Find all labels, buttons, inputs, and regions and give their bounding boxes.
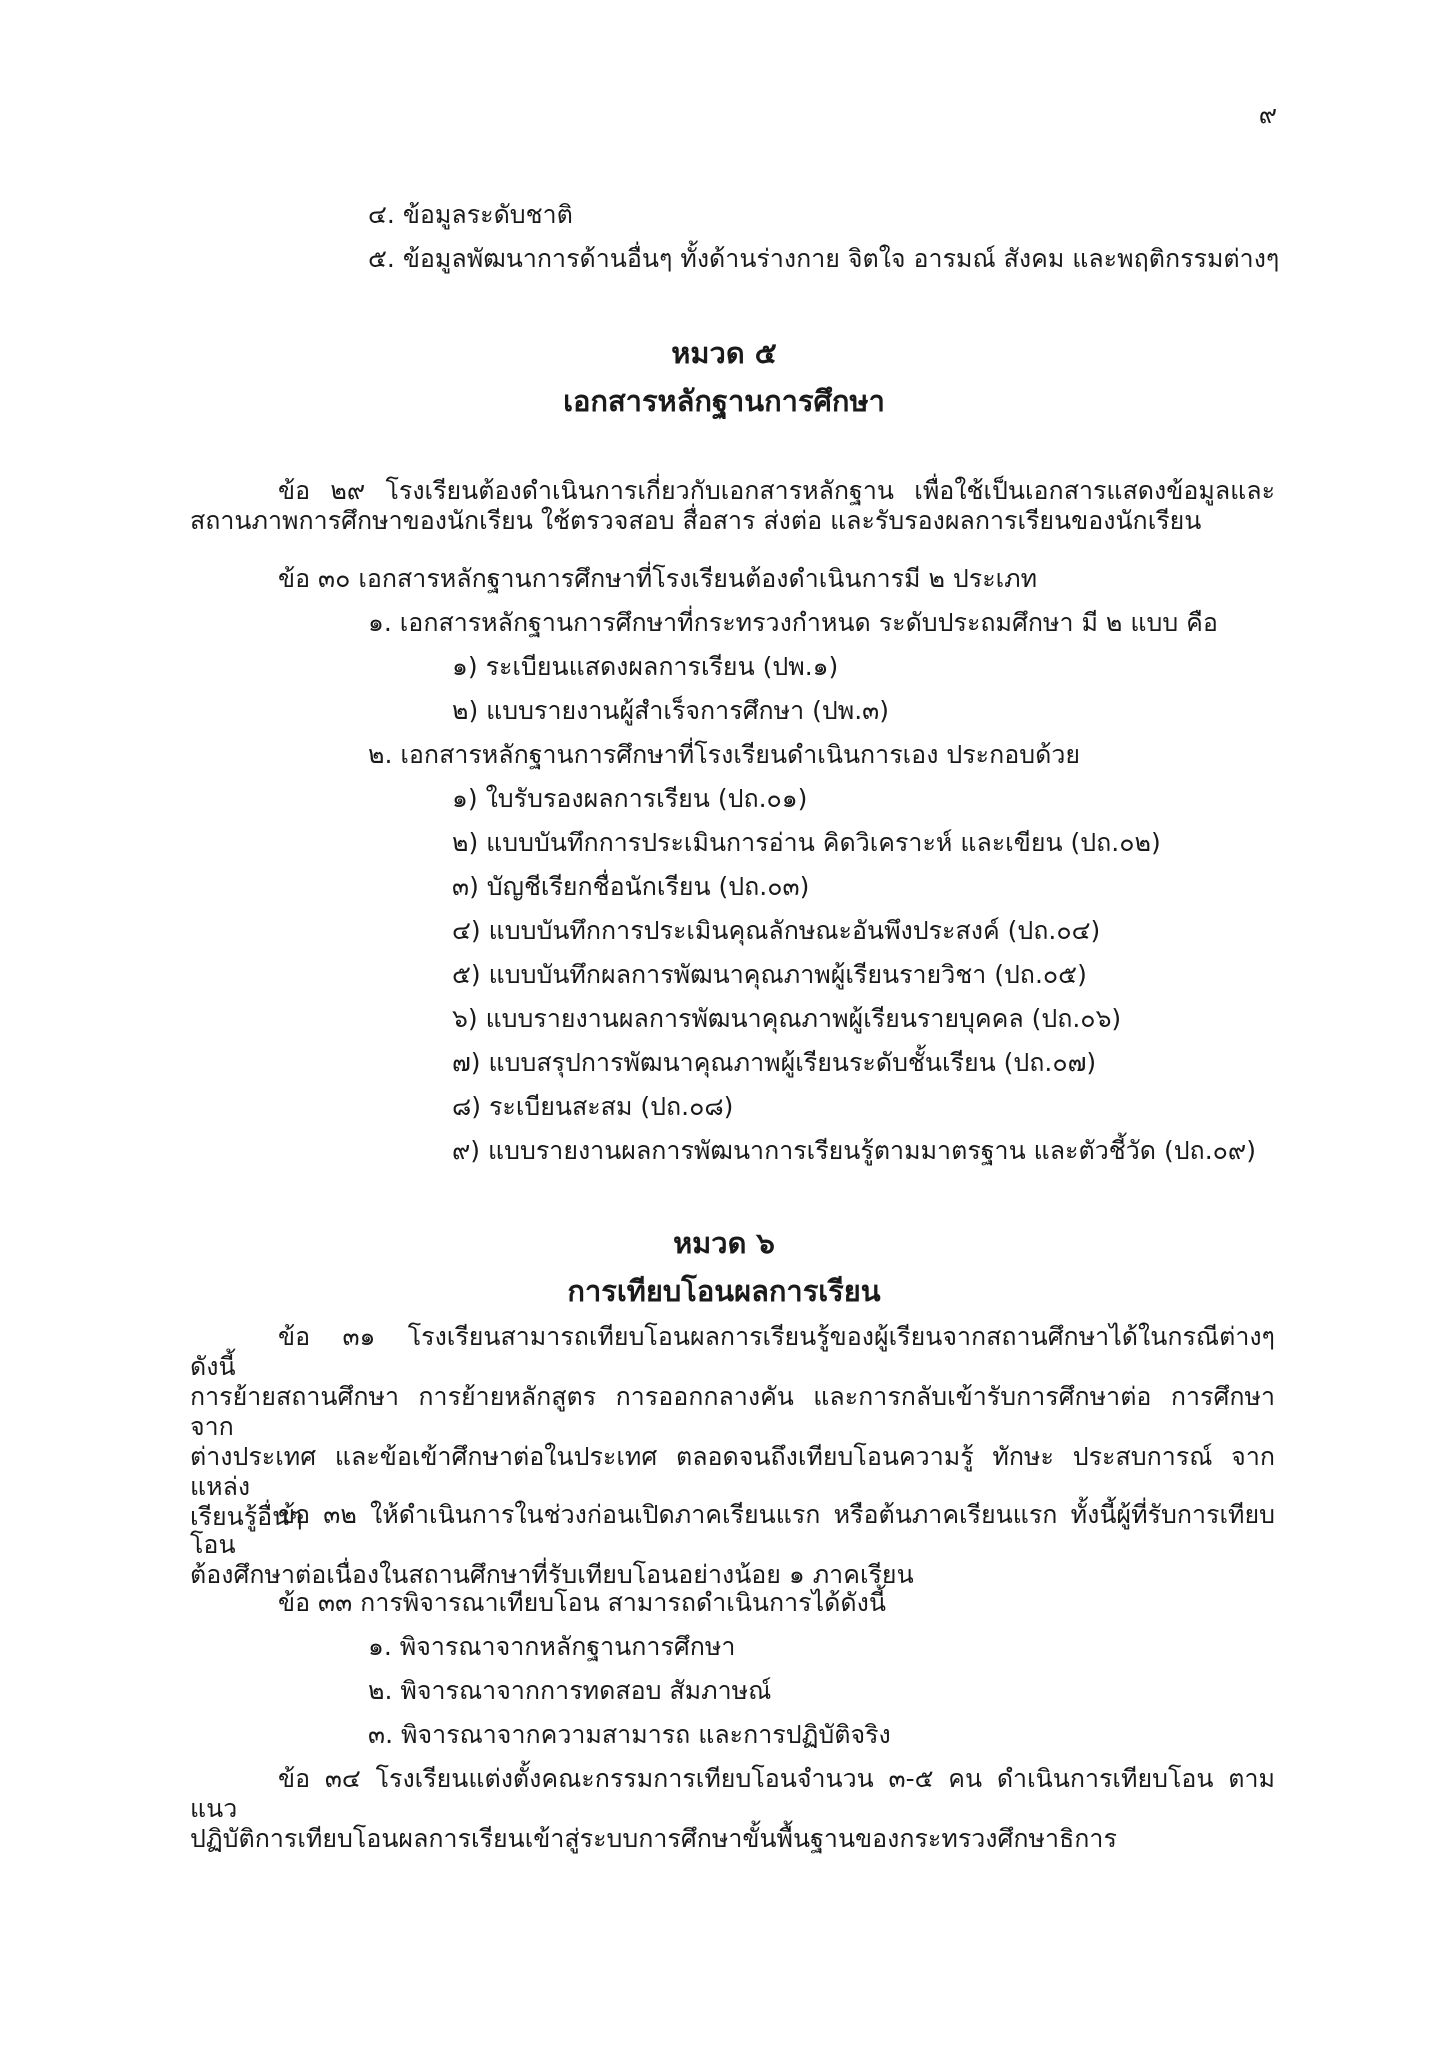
chapter-5-title: เอกสารหลักฐานการศึกษา <box>563 384 885 418</box>
article-34 <box>190 1764 1275 1854</box>
group-2-item: ๕) แบบบันทึกผลการพัฒนาคุณภาพผู้เรียนรายวิชา (ปถ.๐๕) <box>452 960 1087 989</box>
group-2-item: ๗) แบบสรุปการพัฒนาคุณภาพผู้เรียนระดับชั้นเรียน (ปถ.๐๗) <box>452 1048 1097 1077</box>
article-32-line-2: ต้องศึกษาต่อเนื่องในสถานศึกษาที่รับเทียบโอนอย่างน้อย ๑ ภาคเรียน <box>190 1560 914 1589</box>
page-number: ๙ <box>1258 100 1277 129</box>
article-33-intro: ข้อ ๓๓ การพิจารณาเทียบโอน สามารถดำเนินการได้ดังนี้ <box>278 1588 886 1617</box>
article-34-line-1: ข้อ ๓๔ โรงเรียนแต่งตั้งคณะกรรมการเทียบโอนจำนวน ๓-๕ คน ดำเนินการเทียบโอน ตามแนว <box>190 1764 1275 1823</box>
article-31-line-2: การย้ายสถานศึกษา การย้ายหลักสูตร การออกกลางคัน และการกลับเข้ารับการศึกษาต่อ การศึกษา จาก <box>190 1382 1275 1441</box>
list-item-national-data: ๔. ข้อมูลระดับชาติ <box>368 200 573 229</box>
article-33-item: ๒. พิจารณาจากการทดสอบ สัมภาษณ์ <box>368 1676 772 1705</box>
group-1-title: ๑. เอกสารหลักฐานการศึกษาที่กระทรวงกำหนด ระดับประถมศึกษา มี ๒ แบบ คือ <box>368 608 1218 637</box>
article-33-item: ๑. พิจารณาจากหลักฐานการศึกษา <box>368 1632 736 1661</box>
group-2-item: ๙) แบบรายงานผลการพัฒนาการเรียนรู้ตามมาตรฐาน และตัวชี้วัด (ปถ.๐๙) <box>452 1136 1256 1165</box>
group-2-item: ๔) แบบบันทึกการประเมินคุณลักษณะอันพึงประสงค์ (ปถ.๐๔) <box>452 916 1101 945</box>
chapter-6-number: หมวด ๖ <box>673 1226 775 1260</box>
group-2-item: ๑) ใบรับรองผลการเรียน (ปถ.๐๑) <box>452 784 808 813</box>
article-29 <box>190 476 1275 536</box>
group-2-title: ๒. เอกสารหลักฐานการศึกษาที่โรงเรียนดำเนินการเอง ประกอบด้วย <box>368 740 1081 769</box>
article-33-item: ๓. พิจารณาจากความสามารถ และการปฏิบัติจริง <box>368 1720 891 1749</box>
article-31-line-4: เรียนรู้อื่นๆ <box>190 1502 303 1531</box>
list-item-other-development: ๕. ข้อมูลพัฒนาการด้านอื่นๆ ทั้งด้านร่างกาย จิตใจ อารมณ์ สังคม และพฤติกรรมต่างๆ <box>368 244 1280 273</box>
group-1-item: ๒) แบบรายงานผู้สำเร็จการศึกษา (ปพ.๓) <box>452 696 890 725</box>
article-32-line-1: ข้อ ๓๒ ให้ดำเนินการในช่วงก่อนเปิดภาคเรียนแรก หรือต้นภาคเรียนแรก ทั้งนี้ผู้ที่รับการเทียบโอน <box>190 1500 1275 1559</box>
group-2-item: ๒) แบบบันทึกการประเมินการอ่าน คิดวิเคราะห์ และเขียน (ปถ.๐๒) <box>452 828 1161 857</box>
article-29-line-1: ข้อ ๒๙ โรงเรียนต้องดำเนินการเกี่ยวกับเอกสารหลักฐาน เพื่อใช้เป็นเอกสารแสดงข้อมูลและ <box>278 476 1275 505</box>
chapter-5-number: หมวด ๕ <box>671 336 777 370</box>
article-29-line-2: สถานภาพการศึกษาของนักเรียน ใช้ตรวจสอบ สื่อสาร ส่งต่อ และรับรองผลการเรียนของนักเรียน <box>190 506 1202 535</box>
group-2-item: ๘) ระเบียนสะสม (ปถ.๐๘) <box>452 1092 734 1121</box>
article-34-line-2: ปฏิบัติการเทียบโอนผลการเรียนเข้าสู่ระบบการศึกษาขั้นพื้นฐานของกระทรวงศึกษาธิการ <box>190 1824 1117 1853</box>
group-2-item: ๓) บัญชีเรียกชื่อนักเรียน (ปถ.๐๓) <box>452 872 810 901</box>
group-1-item: ๑) ระเบียนแสดงผลการเรียน (ปพ.๑) <box>452 652 839 681</box>
article-32 <box>190 1500 1275 1590</box>
article-31-line-3: ต่างประเทศ และข้อเข้าศึกษาต่อในประเทศ ตลอดจนถึงเทียบโอนความรู้ ทักษะ ประสบการณ์ จากแหล่ง <box>190 1442 1275 1501</box>
article-31-line-1: ข้อ ๓๑ โรงเรียนสามารถเทียบโอนผลการเรียนรู้ของผู้เรียนจากสถานศึกษาได้ในกรณีต่างๆ ดังนี้ <box>190 1322 1275 1381</box>
group-2-item: ๖) แบบรายงานผลการพัฒนาคุณภาพผู้เรียนรายบุคคล (ปถ.๐๖) <box>452 1004 1122 1033</box>
article-30: ข้อ ๓๐ เอกสารหลักฐานการศึกษาที่โรงเรียนต้องดำเนินการมี ๒ ประเภท <box>278 564 1038 593</box>
chapter-6-title: การเทียบโอนผลการเรียน <box>567 1274 881 1308</box>
